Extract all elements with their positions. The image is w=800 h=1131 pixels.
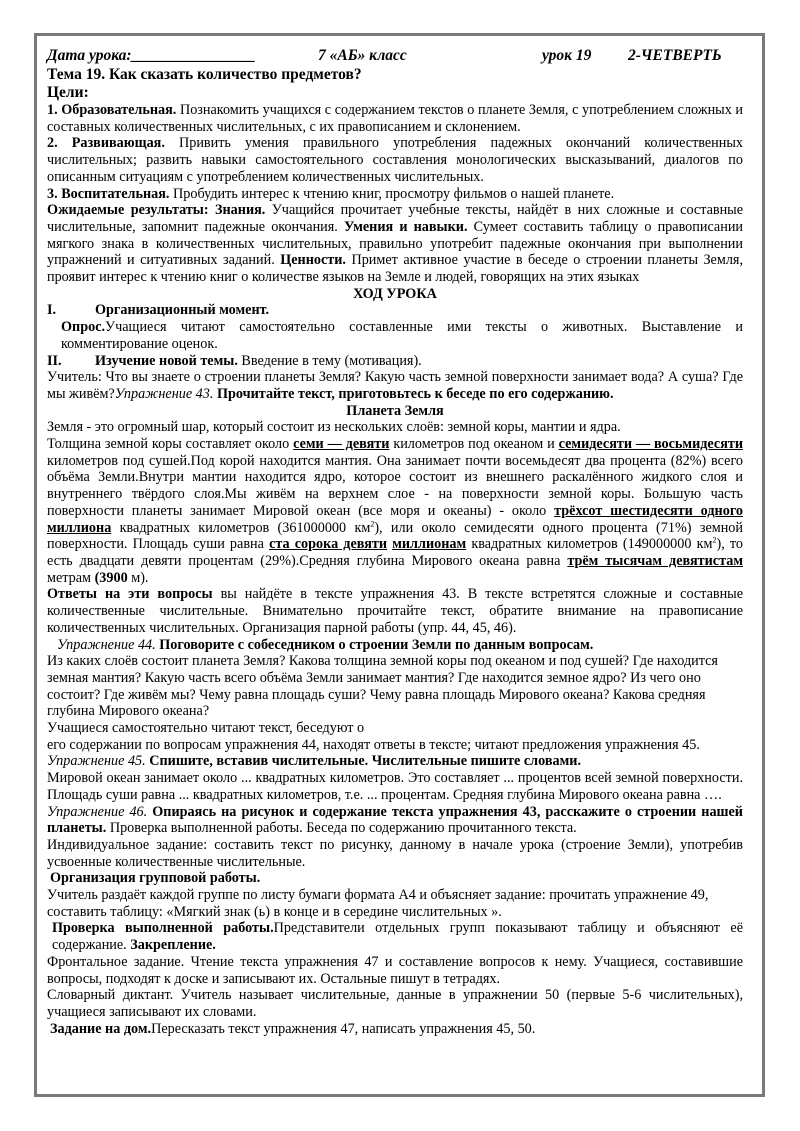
class-label: 7 «АБ» класс [318, 47, 407, 64]
exercise-44-questions: Из каких слоёв состоит планета Земля? Какова толщина земной коры под океаном и под сушей? Где находится земная мантия? Какую часть всего объёма Земли занимает мантия? Где находится земное ядро? Из чего оно состоит? Где живём мы? Чему равна площадь суши? Чему равна площадь Мирового океана? Какова средняя глубина Мирового океана? [47, 653, 718, 720]
frontal-task: Фронтальное задание. Чтение текста упражнения 47 и составление вопросов к нему. Учащиеся, составившие вопросы, подходят к доске и записывают их. Остальные пишут в тетрадях. [47, 953, 743, 987]
lesson-flow-title: ХОД УРОКА [353, 285, 437, 302]
individual-task: Индивидуальное задание: составить текст по рисунку, данному в начале урока (строение Земли), употребив усвоенные количественные числительные. [47, 836, 743, 870]
goal-educational: 1. Образовательная. Познакомить учащихся с содержанием текстов о планете Земля, с употреблением сложных и составных количественных числительных, с их правописанием и склонением. [47, 102, 743, 135]
exercise-46: Упражнение 46. Опираясь на рисунок и содержание текста упражнения 43, расскажите о строении нашей планеты. Проверка выполненной работы. Беседа по содержанию прочитанного текста. [47, 803, 743, 837]
check-paragraph: Проверка выполненной работы.Представители отдельных групп показывают таблицу и объясняют её содержание. Закрепление. [52, 920, 744, 954]
group-work-title: Организация групповой работы. [50, 870, 261, 887]
section-new-topic: II. Изучение новой темы. Введение в тему (мотивация). [47, 352, 422, 369]
goal-developmental: 2. Развивающая. Привить умения правильного употребления падежных окончаний количественных числительных; развить навыки самостоятельного составления монологических высказываний, диалогов по описанным ситуациям с употреблением количественных числительных. [47, 135, 743, 185]
students-reading: Учащиеся самостоятельно читают текст, беседуют о [47, 720, 365, 737]
exercise-44: Упражнение 44. Поговорите с собеседником о строении Земли по данным вопросам. [57, 636, 594, 653]
homework: Задание на дом.Пересказать текст упражнения 47, написать упражнения 45, 50. [50, 1020, 536, 1037]
goals-title: Цели: [47, 84, 89, 101]
goal-upbringing: 3. Воспитательная. Пробудить интерес к чтению книг, просмотру фильмов о нашей планете. [47, 185, 615, 202]
section-organizational: I. Организационный момент. [47, 302, 270, 319]
survey-paragraph: Опрос.Учащиеся читают самостоятельно составленные ими тексты о животных. Выставление и комментирование оценок. [61, 319, 743, 352]
vocabulary-dictation: Словарный диктант. Учитель называет числительные, данные в упражнении 50 (первые 5-6 числительных), учащиеся записывают их словами. [47, 987, 743, 1020]
lesson-header [47, 46, 743, 66]
quarter-label: 2-ЧЕТВЕРТЬ [628, 47, 722, 64]
teacher-questions: Учитель: Что вы знаете о строении планеты Земля? Какую часть земной поверхности занимает вода? А суша? Где мы живём?Упражнение 43. Прочитайте текст, приготовьтесь к беседе по его содержанию. [47, 369, 743, 402]
exercise-45: Упражнение 45. Спишите, вставив числительные. Числительные пишите словами. [47, 753, 582, 770]
group-work-text: Учитель раздаёт каждой группе по листу бумаги формата А4 и объясняет задание: прочитать упражнение 49, составить таблицу: «Мягкий знак (ь) в конце и в середине числительных ». [47, 887, 709, 920]
expected-results: Ожидаемые результаты: Знания. Учащийся прочитает учебные тексты, найдёт в них сложные и составные числительные, запомнит падежные окончания. Умения и навыки. Сумеет составить таблицу о правописании мягкого знака в количественных числительных, правильно употребит падежные окончания при выполнении упражнений и ситуативных заданий. Ценности. Примет активное участие в беседе о строении планеты Земля, проявит интерес к чтению книг о количестве языков на Земле и людей, говорящих на этих языках [47, 202, 744, 286]
topic-title: Тема 19. Как сказать количество предметов? [47, 66, 362, 83]
planet-intro: Земля - это огромный шар, который состоит из нескольких слоёв: земной коры, мантии и ядра. [47, 419, 621, 436]
lesson-plan [47, 46, 743, 1037]
planet-text: Толщина земной коры составляет около семи — девяти километров под океаном и семидесяти — восьмидесяти километров под сушей.Под корой находится мантия. Она занимает почти восемьдесят два процента (82%) всего объёма Земли.Внутри мантии находится ядро, которое состоит из внешнего раскалённого жидкого слоя и внутреннего твёрдого слоя.Мы живём на верхнем слое - на поверхности земной коры. Большую часть поверхности планеты занимает Мировой океан (все моря и океаны) - около трёхсот шестидесяти одного миллиона квадратных километров (361000000 $км^2$), или около семидесяти одного процента (71%) земной поверхности. Площадь суши равна ста сорока девяти миллионам квадратных километров (149000000 $км^2$), то есть двадцати девяти процентам (29%).Средняя глубина Мирового океана равна трём тысячам девятистам метрам (3900 м). [47, 436, 744, 586]
lesson-number: урок 19 [542, 47, 592, 64]
students-answers: его содержании по вопросам упражнения 44, находят ответы в тексте; читают предложения упражнения 45. [47, 736, 700, 753]
exercise-45-text: Мировой океан занимает около ... квадратных километров. Это составляет ... процентов всей земной поверхности. Площадь суши равна ... квадратных километров, т.е. ... процентам. Средняя глубина Мирового океана равна …. [47, 770, 743, 803]
date-label: Дата урока:________________ [47, 47, 256, 64]
text-title: Планета Земля [346, 402, 444, 419]
answers-paragraph: Ответы на эти вопросы вы найдёте в тексте упражнения 43. В тексте встретятся сложные и составные количественные числительные. Внимательно прочитайте текст, обратите внимание на правописание количественных числительных. Организация парной работы (упр. 44, 45, 46). [47, 586, 743, 636]
